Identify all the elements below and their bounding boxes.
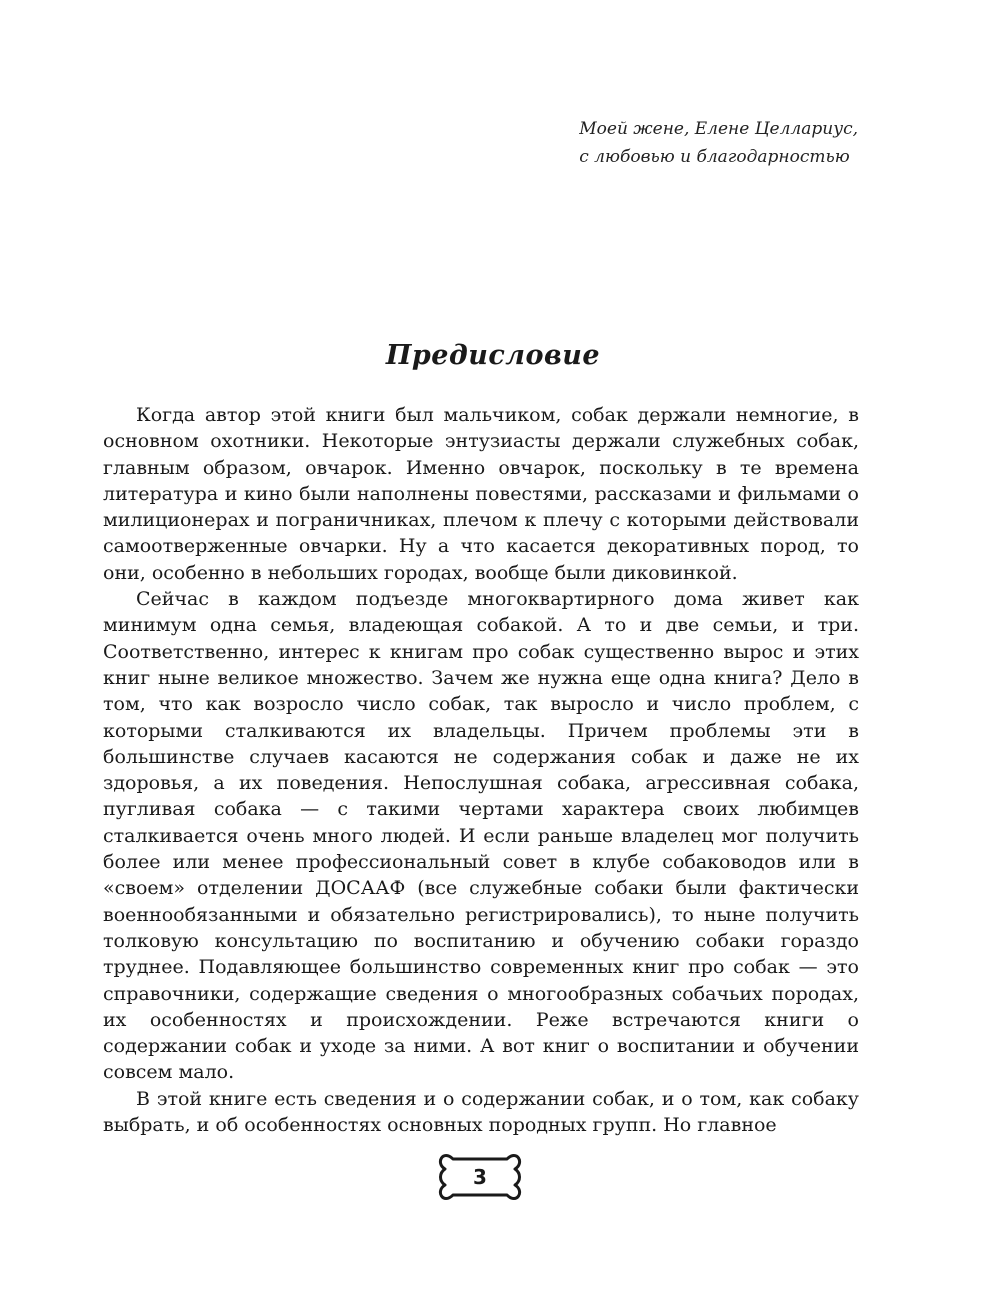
paragraph-1: Когда автор этой книги был мальчиком, собак держали немногие, в основном охотники. Некоторые энтузиасты держали служебных собак, главным образом, овчарок. Именно овчарок, поскольку в те времена литература и кино были наполнены повестями, рассказами и фильмами о милиционерах и пограничниках, плечом к плечу с которыми действовали самоотверженные овчарки. Ну а что касается декоративных пород, то они, особенно в небольших городах, вообще были диковинкой. xyxy=(103,404,859,584)
body-text xyxy=(103,402,859,1138)
chapter-title: Предисловие xyxy=(385,340,601,371)
dedication xyxy=(579,115,858,171)
dedication-line-1: Моей жене, Елене Целлариус, xyxy=(579,119,858,139)
dedication-line-2: с любовью и благодарностью xyxy=(579,147,850,167)
paragraph-2: Сейчас в каждом подъезде многоквартирного дома живет как минимум одна семья, владеющая собакой. А то и две семьи, и три. Соответственно, интерес к книгам про собак существенно вырос и этих книг ныне великое множество. Зачем же нужна еще одна книга? Дело в том, что как возросло число собак, так выросло и число проблем, с которыми сталкиваются их владельцы. Причем проблемы эти в большинстве случаев касаются не содержания собак и даже не их здоровья, а их поведения. Непослушная собака, агрессивная собака, пугливая собака — с такими чертами характера своих любимцев сталкивается очень много людей. И если раньше владелец мог получить более или менее профессиональный совет в клубе собаководов или в «своем» отделении ДОСААФ (все служебные собаки были фактически военнообязанными и обязательно регистрировались), то ныне получить толковую консультацию по воспитанию и обучению собаки гораздо труднее. Подавляющее большинство современных книг про собак — это справочники, содержащие сведения о многообразных собачьих породах, их особенностях и происхождении. Реже встречаются книги о содержании собак и уходе за ними. А вот книг о воспитании и обучении совсем мало. xyxy=(103,588,859,1084)
paragraph-3: В этой книге есть сведения и о содержании собак, и о том, как собаку выбрать, и об особенностях основных породных групп. Но главное xyxy=(103,1087,859,1137)
page-number: 3 xyxy=(473,1165,487,1189)
page-number-badge xyxy=(437,1147,523,1207)
